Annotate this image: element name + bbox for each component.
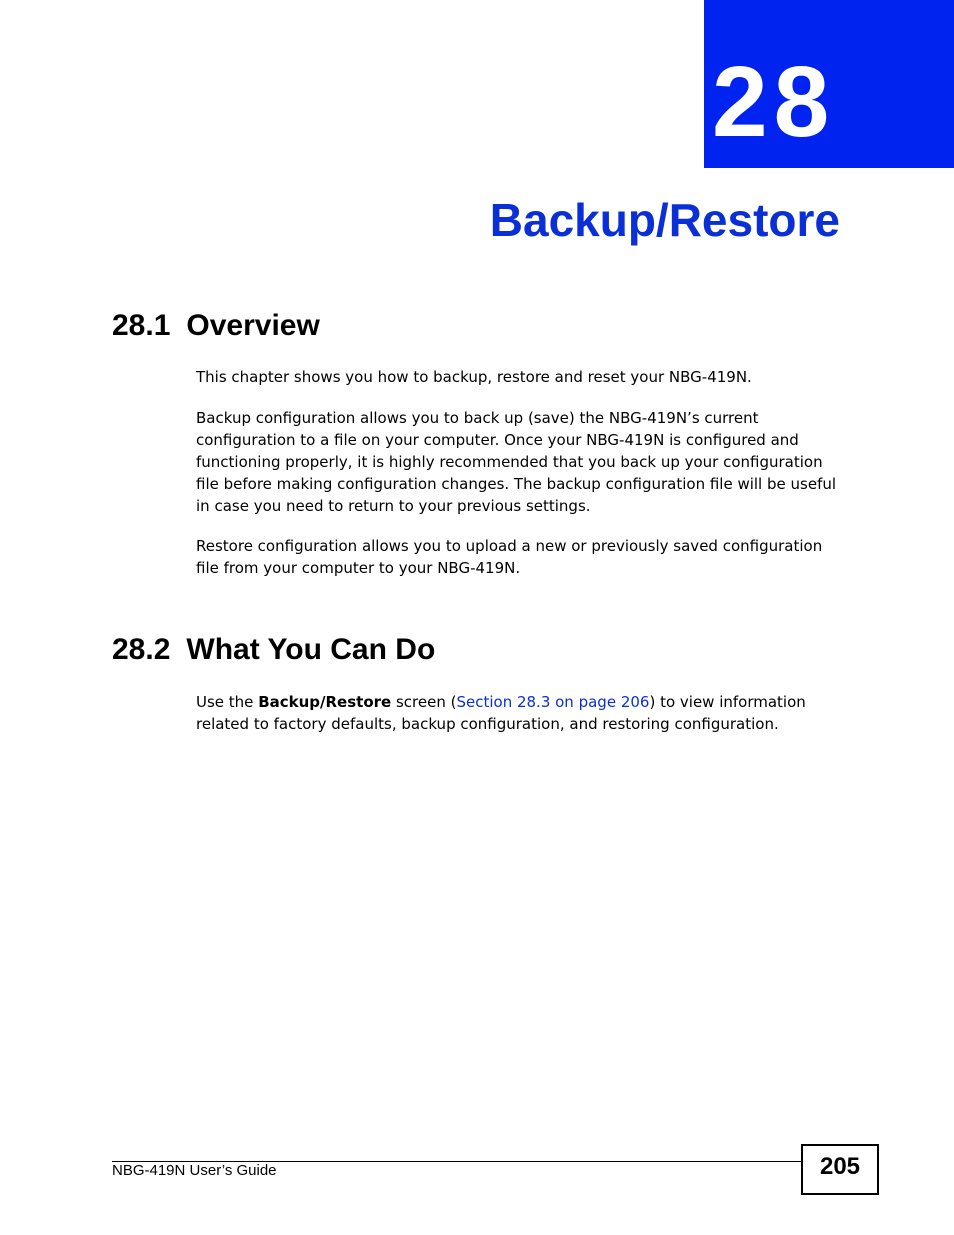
chapter-number: 28 xyxy=(712,46,836,158)
section-heading-what-you-can-do xyxy=(112,632,435,668)
paragraph-text: screen ( xyxy=(391,693,457,711)
footer-guide-title: NBG-419N User’s Guide xyxy=(112,1162,277,1179)
overview-paragraph-1: This chapter shows you how to backup, restore and reset your NBG-419N. xyxy=(196,368,752,386)
section-number: 28.2 xyxy=(112,633,171,666)
screen-name-bold: Backup/Restore xyxy=(258,693,392,711)
overview-paragraph-3: Restore configuration allows you to upload a new or previously saved configuration file from your computer to your NBG-419N. xyxy=(196,537,823,577)
paragraph-text: Use the xyxy=(196,693,259,711)
paragraph-text: ) to view information related to factory defaults, backup configuration, and restoring configuration. xyxy=(196,693,806,733)
section-title: What You Can Do xyxy=(186,633,436,666)
section-cross-reference-link[interactable]: Section 28.3 on page 206 xyxy=(456,693,650,711)
chapter-title: Backup/Restore xyxy=(489,194,840,246)
overview-paragraph-2: Backup configuration allows you to back up (save) the NBG-419N’s current configuration to a file on your computer. Once your NBG-419N is configured and functioning properly, it is highly recommended that you back up your configuration file before making configuration changes. The backup configuration file will be useful in case you need to return to your previous settings. xyxy=(196,409,837,515)
section-number: 28.1 xyxy=(112,309,171,342)
what-you-can-do-paragraph xyxy=(196,691,846,735)
section-title: Overview xyxy=(186,309,320,342)
section-heading-overview xyxy=(112,308,320,344)
page-number: 205 xyxy=(819,1153,861,1180)
